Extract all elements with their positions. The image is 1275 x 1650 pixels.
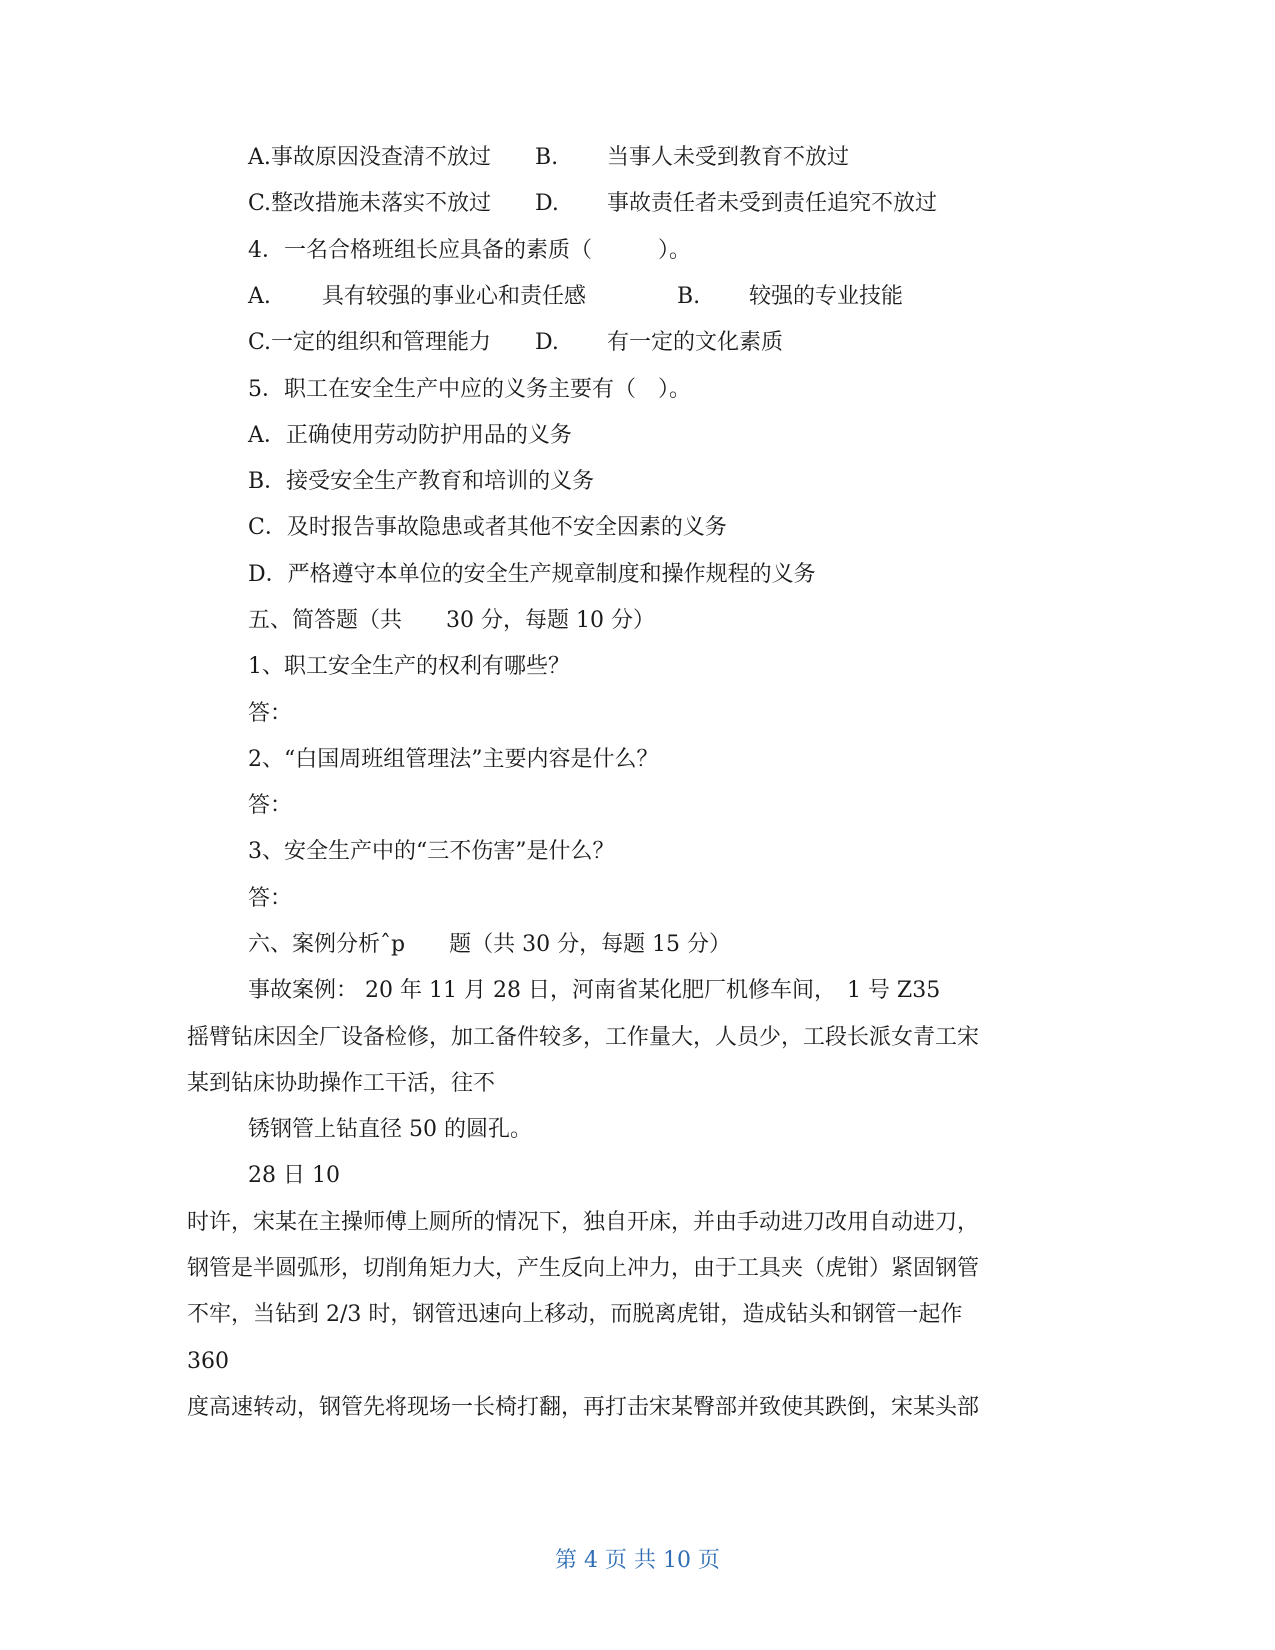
q5-option-a: A．正确使用劳动防护用品的义务 <box>248 423 572 448</box>
q4-option-b-letter: B. <box>677 284 701 309</box>
section5-question-2: 2、“白国周班组管理法”主要内容是什么？ <box>248 747 659 772</box>
case-text-line-4: 锈钢管上钻直径 50 的圆孔。 <box>248 1117 532 1142</box>
q4-option-d-text: 有一定的文化素质 <box>607 330 784 355</box>
section5-answer-3: 答： <box>248 886 293 911</box>
case-text-line-2: 摇臂钻床因全厂设备检修，加工备件较多，工作量大，人员少，工段长派女青工宋 <box>187 1025 980 1050</box>
q4-option-c: C.一定的组织和管理能力 <box>248 330 492 355</box>
section5-answer-2: 答： <box>248 793 293 818</box>
q3-option-d-letter: D. <box>535 191 559 216</box>
q3-option-a: A.事故原因没查清不放过 <box>248 145 491 170</box>
q4-option-d-letter: D. <box>535 330 559 355</box>
q3-option-b-letter: B. <box>535 145 559 170</box>
q3-option-b-text: 当事人未受到教育不放过 <box>607 145 850 170</box>
q4-option-a-letter: A. <box>248 284 271 309</box>
case-text-line-6: 时许，宋某在主操师傅上厕所的情况下，独自开床，并由手动进刀改用自动进刀， <box>187 1210 980 1235</box>
case-text-line-9: 360 <box>187 1349 229 1374</box>
section5-title: 五、简答题（共 30 分，每题 10 分） <box>248 608 655 633</box>
case-text-line-3: 某到钻床协助操作工干活，往不 <box>187 1071 496 1096</box>
q4-question: 4．一名合格班组长应具备的素质（ ）。 <box>248 238 691 263</box>
q3-option-c: C.整改措施未落实不放过 <box>248 191 492 216</box>
section5-question-1: 1、职工安全生产的权利有哪些？ <box>248 654 570 679</box>
q5-option-b: B．接受安全生产教育和培训的义务 <box>248 469 595 494</box>
page-number-footer: 第 4 页 共 10 页 <box>555 1548 720 1573</box>
case-text-line-1: 事故案例： 20 年 11 月 28 日，河南省某化肥厂机修车间， 1 号 Z35 <box>248 978 941 1003</box>
section5-question-3: 3、安全生产中的“三不伤害”是什么？ <box>248 839 615 864</box>
q5-option-d: D．严格遵守本单位的安全生产规章制度和操作规程的义务 <box>248 562 816 587</box>
section5-answer-1: 答： <box>248 701 293 726</box>
case-text-line-8: 不牢，当钻到 2/3 时，钢管迅速向上移动，而脱离虎钳，造成钻头和钢管一起作 <box>187 1302 963 1327</box>
q4-option-a-text: 具有较强的事业心和责任感 <box>322 284 587 309</box>
q3-option-d-text: 事故责任者未受到责任追究不放过 <box>607 191 938 216</box>
case-text-line-5: 28 日 10 <box>248 1163 340 1188</box>
q5-option-c: C．及时报告事故隐患或者其他不安全因素的义务 <box>248 515 727 540</box>
case-text-line-7: 钢管是半圆弧形，切削角矩力大，产生反向上冲力，由于工具夹（虎钳）紧固钢管 <box>187 1256 980 1281</box>
case-text-line-10: 度高速转动，钢管先将现场一长椅打翻，再打击宋某臀部并致使其跌倒，宋某头部 <box>187 1395 980 1420</box>
q4-option-b-text: 较强的专业技能 <box>749 284 904 309</box>
section6-title: 六、案例分析ˆp 题（共 30 分，每题 15 分） <box>248 932 732 957</box>
q5-question: 5．职工在安全生产中应的义务主要有（ ）。 <box>248 377 691 402</box>
